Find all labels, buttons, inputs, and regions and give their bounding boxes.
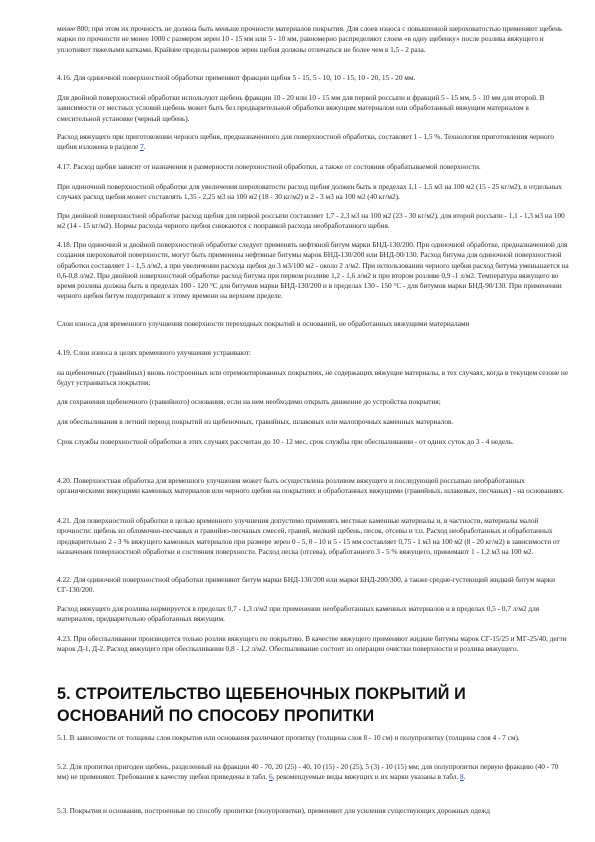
paragraph-4-23: 4.23. При обеспыливании производится только розлив вяжущего по покрытию. В качестве вяжущего применяют жидкие битумы марок СГ-15/25 и МГ-25/40, дегти марок Д-1, Д-2. Расход вяжущего при обеспыливании 0,8 - 1,2 л/м2. Обеспыливание состоит из операции очистки поверхности и розлива вяжущего. [57, 634, 567, 654]
paragraph-5-1: 5.1. В зависимости от толщины слоя покрытия или основания различают пропитку (толщина слоя 8 - 10 см) и полупропитку (толщина слоя 4 - 7 см). [57, 733, 520, 742]
section-7-link[interactable]: 7 [140, 142, 144, 152]
section-5-heading-line1: 5. СТРОИТЕЛЬСТВО ЩЕБЕНОЧНЫХ ПОКРЫТИЙ И [57, 685, 466, 703]
paragraph-black-stone-binder: Расход вяжущего при приготовлении черного щебня, предназначенного для поверхностной обработки, составляет 1 - 1,5 %. Технология приготовления черного щебня изложена в разделе 7. [57, 132, 554, 152]
list-item-preserve-base: для сохранения щебеночного (гравийного) основания, если на нем необходимо открыть движение до устройства покрытия; [57, 397, 441, 406]
paragraph-4-21: 4.21. Для поверхностной обработки в целью временного улучшения допустимо применять местные каменные материалы и, в частности, материалы малой прочности: щебень из обломочно-песчаных и гравийно-песчаных смесей, гравий, мелкий щебень, песок, отсевы и т.п. Расход необработанных и обработанных предварительно 2 - 3 % вяжущего каменных материалов при размере зерен 0 - 5, 0 - 10 и 5 - 15 мм составляет 0,75 - 1 м3 на 100 м2 (8 - 20 кг/м2) в зависимости от назначения поверхностной обработки и состояния поверхности. Расход песка (отсева), обработанного 3 - 5 % вяжущего, принимают 1 - 1,2 м3 на 100 м2. [57, 516, 560, 556]
paragraph-5-3: 5.3. Покрытия и основания, построенные по способу пропитки (полупропитки), применяют для усиления существующих дорожных одежд [57, 806, 490, 815]
paragraph-service-life: Срок службы поверхностной обработки в этих случаях рассчитан до 10 - 12 мес, срок службы при обеспыливании - от одних суток до 3 - 4 недель. [57, 437, 514, 446]
paragraph-4-22: 4.22. Для одиночной поверхностной обработки применяют битум марки БНД-130/200 или марки БНД-200/300, а также средне-густеющий жидкий битум марки СГ-130/200. [57, 575, 556, 595]
paragraph-4-20: 4.20. Поверхностная обработка для временного улучшения может быть осуществлена розливом вяжущего и последующей россыпью необработанных органическими вяжущими каменных материалов или черного щебня на покрытиях и обработанных вяжущими (гравийных, шлаковых, песчаных) - на основаниях. [57, 476, 564, 496]
paragraph-4-18: 4.18. При одиночной и двойной поверхностной обработке следует применять нефтяной битум марки БНД-130/200. При одиночной обработке, предназначенной для создания шероховатой поверхности, могут быть применены нефтяные битумы марок БНД-130/200 или БНД-90/130. Расход битума для одиночной поверхностной обработки составляет 1 - 1,5 л/м2, а при увеличении расхода щебня до 3 м3/100 м2 - около 2 л/м2. При использовании черного щебня расход битума уменьшается на 0,6-0,8 л/м2. При двойной поверхностной обработке расход битума при первом розливе 1,2 - 1,6 л/м2 и при втором розливе 0,9 -1 л/м2. Температура вяжущего во время розлива должна быть в пределах 100 - 120 °С для битумов марки БНД-130/200 и в пределах 130 - 150 °С - для битумов марки БНД-90/130. При применении черного щебня битум подогревают к этому времени на верхнем пределе. [57, 240, 569, 301]
paragraph-5-2: 5.2. Для пропитки пригоден щебень, разделенный на фракции 40 - 70, 20 (25) - 40, 10 (15) - 20 (25), 5 (3) - 10 (15) мм; для полупропитки первую фракцию (40 - 70 мм) не применяют. Требования к качеству щебня приведены в табл. 6, рекомендуемые виды вяжущих и их марки указаны в табл. 8. [57, 762, 559, 782]
subheading-wear-layers: Слои износа для временного улучшения поверхности переходных покрытий и оснований, не обработанных вяжущими материалами [57, 319, 470, 328]
list-item-dust-removal: для обеспыливания в летний период покрытий из щебеночных, гравийных, шлаковых или малопрочных каменных материалов. [57, 417, 454, 426]
paragraph-double-treatment-fractions: Для двойной поверхностной обработки используют щебень фракции 10 - 20 или 10 - 15 мм для первой россыпи и фракций 5 - 15 мм, 5 - 10 мм для второй. В зависимости от местных условий щебень может быть без предварительной обработки вяжущим материалом или обработанный вяжущим материалом в смесительной установке (черный щебень). [57, 93, 545, 123]
paragraph-4-16: 4.16. Для одиночной поверхностной обработки применяют фракции щебня 5 - 15, 5 - 10, 10 - 15, 10 - 20, 15 - 20 мм. [57, 73, 416, 82]
table-8-link[interactable]: 8 [460, 772, 464, 782]
list-item-new-coatings: на щебеночных (гравийных) вновь построенных или отремонтированных покрытиях, не содержащих вяжущие материалы, в тех случаях, когда в текущем сезоне не будут устраиваться покрытия; [57, 368, 569, 388]
section-5-heading [57, 683, 569, 727]
paragraph-4-19: 4.19. Слои износа в целях временного улучшения устраивают: [57, 348, 251, 357]
paragraph-binder-consumption: Расход вяжущего для розлива нормируется в пределах 0,7 - 1,3 л/м2 при применении необработанных каменных материалов и в пределах 0,5 - 0,7 л/м2 для материалов, предварительно обработанных вяжущим. [57, 604, 540, 624]
paragraph-double-treatment-consumption: При двойной поверхностной обработке расход щебня для первой россыпи составляет 1,7 - 2,3 м3 на 100 м2 (23 - 30 кг/м2), для второй россыпи - 1,1 - 1,3 м3 на 100 м2 (14 - 15 кг/м2). Нормы расхода черного щебня снижаются с поправкой расхода необработанного щебня. [57, 211, 565, 231]
paragraph-single-treatment-consumption: При одиночной поверхностной обработке для увеличения шероховатости расход щебня должен быть в пределах 1,1 - 1,5 м3 на 100 м2 (15 - 25 кг/м2), в отдельных случаях расход щебня может составлять 1,35 - 2,25 м3 на 100 м2 (18 - 30 кг/м2) и 2 - 3 м3 на 100 м2 (40 кг/м2). [57, 182, 562, 202]
paragraph-4-17: 4.17. Расход щебня зависит от назначения и размерности поверхностной обработки, а также от состояния обрабатываемой поверхности. [57, 162, 481, 171]
table-6-link[interactable]: 6 [269, 772, 273, 782]
section-5-heading-line2: ОСНОВАНИЙ ПО СПОСОБУ ПРОПИТКИ [57, 707, 375, 725]
paragraph-crushed-stone-strength: менее 800; при этом их прочность не должна быть меньше прочности материалов покрытия. Для слоев износа с повышенной шероховатостью применяют щебень марки по прочности не менее 1000 с размером зерен 10 - 15 мм или 5 - 10 мм, равномерно распределяют слоем «в одну щебенку» после розлива вяжущего и уплотняют тяжелыми катками. Крайние пределы размеров зерен щебня должны отличаться не более чем в 1,5 - 2 раза. [57, 24, 563, 54]
